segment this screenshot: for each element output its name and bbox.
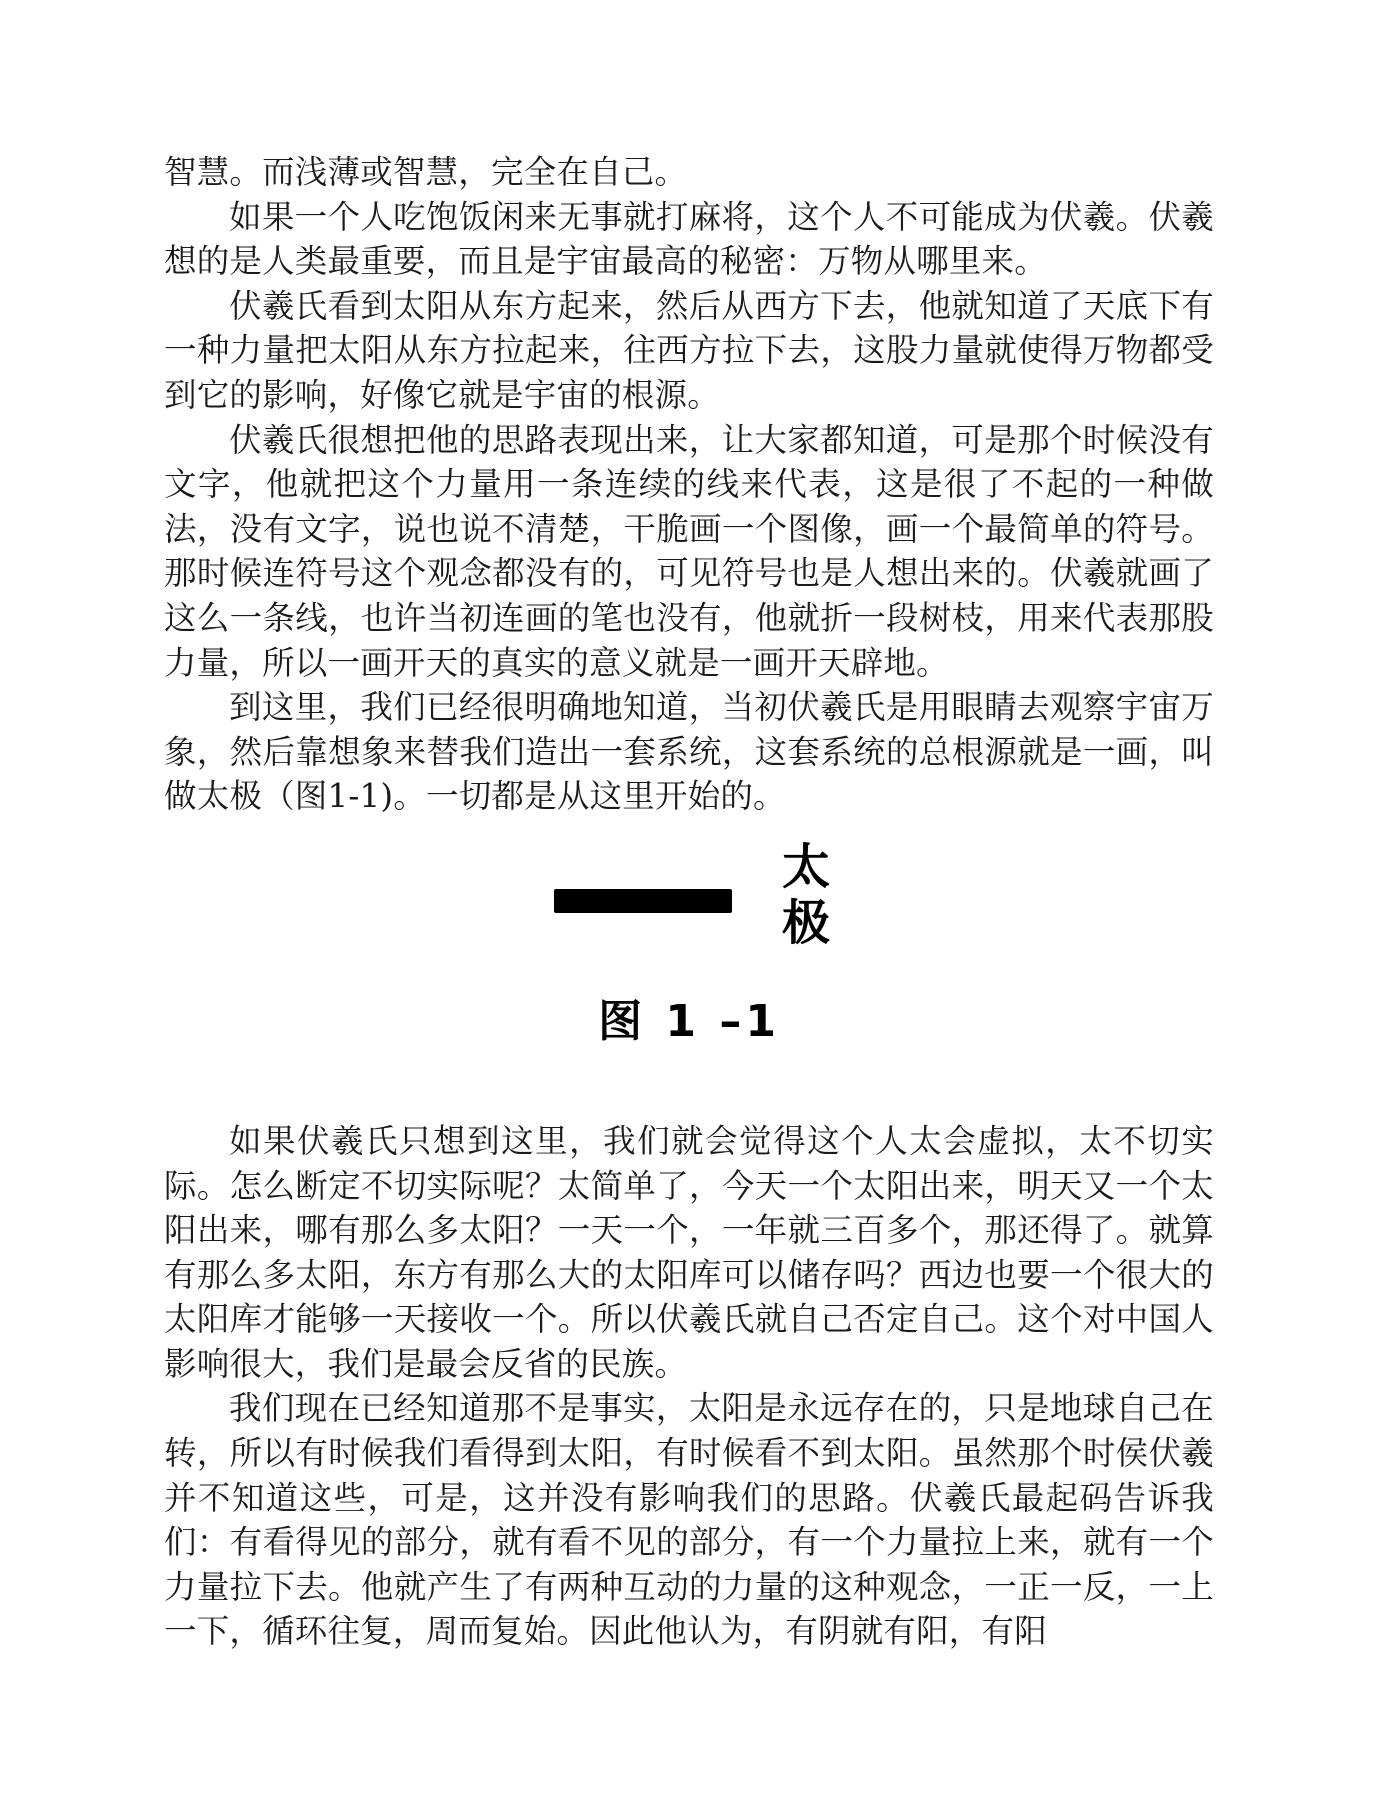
figure-label-char: 极 (782, 894, 831, 951)
paragraph: 伏羲氏很想把他的思路表现出来，让大家都知道，可是那个时候没有文字，他就把这个力量用一条连续的线来代表，这是很了不起的一种做法，没有文字，说也说不清楚，干脆画一个图像，画一个最简单的符号。那时候连符号这个观念都没有的，可见符号也是人想出来的。伏羲就画了这么一条线，也许当初连画的笔也没有，他就折一段树枝，用来代表那股力量，所以一画开天的真实的意义就是一画开天辟地。 (164, 420, 1214, 682)
paragraph: 伏羲氏看到太阳从东方起来，然后从西方下去，他就知道了天底下有一种力量把太阳从东方拉起来，往西方拉下去，这股力量就使得万物都受到它的影响，好像它就是宇宙的根源。 (164, 286, 1214, 414)
page-body (164, 150, 1214, 1654)
paragraph: 到这里，我们已经很明确地知道，当初伏羲氏是用眼睛去观察宇宙万象，然后靠想象来替我们造出一套系统，这套系统的总根源就是一画，叫做太极（图1-1)。一切都是从这里开始的。 (164, 688, 1214, 816)
paragraph: 我们现在已经知道那不是事实，太阳是永远存在的，只是地球自己在转，所以有时候我们看得到太阳，有时候看不到太阳。虽然那个时侯伏羲并不知道这些，可是，这并没有影响我们的思路。伏羲氏最起码告诉我们：有看得见的部分，就有看不见的部分，有一个力量拉上来，就有一个力量拉下去。他就产生了有两种互动的力量的这种观念，一正一反，一上一下，循环往复，周而复始。因此他认为，有阴就有阳，有阳 (164, 1389, 1214, 1651)
figure-taiji (164, 819, 1214, 1119)
figure-label-char: 太 (782, 838, 831, 895)
paragraph: 如果伏羲氏只想到这里，我们就会觉得这个人太会虚拟，太不切实际。怎么断定不切实际呢？太简单了，今天一个太阳出来，明天又一个太阳出来，哪有那么多太阳？一天一个，一年就三百多个，那还得了。就算有那么多太阳，东方有那么大的太阳库可以储存吗？西边也要一个很大的太阳库才能够一天接收一个。所以伏羲氏就自己否定自己。这个对中国人影响很大，我们是最会反省的民族。 (164, 1121, 1214, 1383)
taiji-line-symbol (554, 889, 732, 913)
figure-label (782, 839, 842, 951)
paragraph-continuation: 智慧。而浅薄或智慧，完全在自己。 (164, 153, 688, 191)
paragraph: 如果一个人吃饱饭闲来无事就打麻将，这个人不可能成为伏羲。伏羲想的是人类最重要，而且是宇宙最高的秘密：万物从哪里来。 (164, 197, 1214, 281)
figure-caption: 图 1 –1 (598, 995, 780, 1047)
